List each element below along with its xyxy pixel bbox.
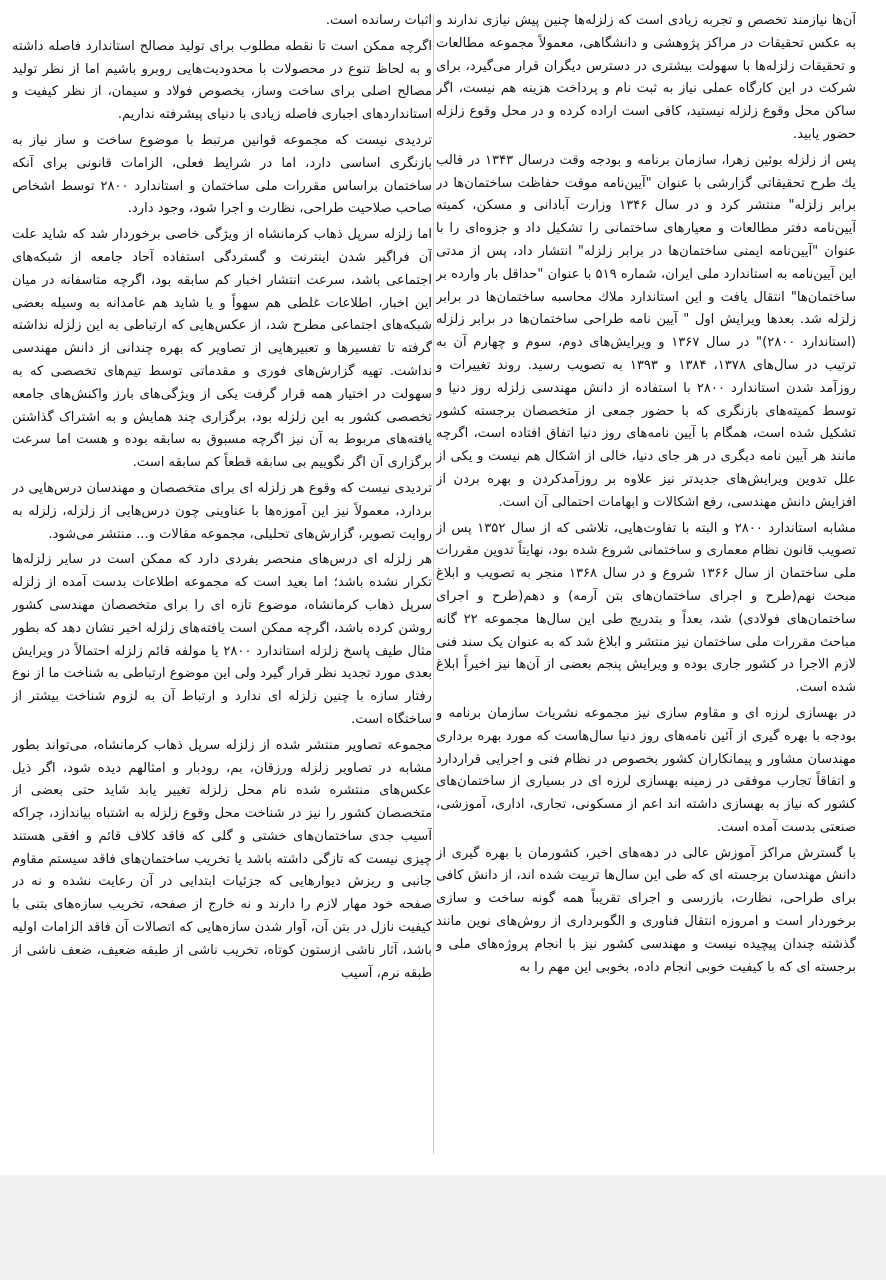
paragraph: تردیدی نیست که مجموعه قوانین مرتبط با موضوع ساخت و ساز نیاز به بازنگری اساسی دارد، اما در شرایط فعلی، الزامات قانونی برای آنکه ساختمان براساس مقررات ملی ساختمان و استاندارد ۲۸۰۰ توسط اشخاص صاحب صلاحیت طراحی، نظارت و اجرا شود، وجود دارد. (12, 132, 432, 217)
paragraph: اگرچه ممکن است تا نقطه مطلوب برای تولید مصالح استاندارد فاصله داشته و به لحاظ تنوع در محصولات با محدودیت‌هایی روبرو باشیم اما از نظر تولید مصالح اصلی برای ساخت وساز، بخصوص فولاد و سیمان، از نظر کیفیت و استانداردهای اجباری فاصله زیادی با دنیای پیشرفته نداریم. (12, 38, 432, 123)
page-bottom-margin (0, 1175, 886, 1280)
paragraph: پس از زلزله بوئین زهرا، سازمان برنامه و بودجه وقت درسال ۱۳۴۳ در قالب یك طرح تحقیقاتی گزارشی با عنوان "آیین‌نامه موقت حفاظت ساختمان‌ها در برابر زلزله" منتشر کرد و در سال ۱۳۴۶ وزارت آبادانی و مسکن، کمیته آیین‌نامه دفتر مطالعات و معیارهای ساختمانی را تشکیل داد و جزوه‌ای را با عنوان "آیین‌نامه ایمنی ساختمان‌ها در برابر زلزله" انتشار داد، پس از مدتی این آیین‌نامه به استاندارد ملی ایران، شماره ۵۱۹ با عنوان "حداقل بار وارده بر ساختمان‌ها" انتقال یافت و این استاندارد ملاك محاسبه ساختمان‌ها در برابر زلزله شد. بعدها ویرایش اول " آیین نامه طراحی ساختمان‌ها در برابر زلزله (استاندارد ۲۸۰۰)" در سال ۱۳۶۷ و ویرایش‌های دوم، سوم و چهارم آن به ترتیب در سال‌های ۱۳۷۸، ۱۳۸۴ و ۱۳۹۳ به تصویب رسید. روند تغییرات و روزآمد شدن استاندارد ۲۸۰۰ با استفاده از دانش مهندسی زلزله روز دنیا و توسط کمیته‌های بازنگری که با حضور جمعی از متخصصان برجسته کشور تشکیل شده است، همگام با آیین نامه‌های روز دنیا اتفاق افتاده است، اگرچه مانند هر آیین نامه دیگری در هر جای دنیا، خالی از اشکال هم نیست و یکی از علل تدوین ویرایش‌های جدیدتر نیز علاوه بر روزآمدکردن و بهره بردن از افزایش دانش مهندسی، رفع اشکالات و ابهامات احتمالی آن است. (436, 152, 856, 510)
column-divider (433, 14, 434, 1154)
paragraph: آن‌ها نیازمند تخصص و تجربه زیادی است که زلزله‌ها چنین پیش نیازی ندارند و به عکس تحقیقات در مراکز پژوهشی و دانشگاهی، معمولاً مجموعه مطالعات و تحقیقات زلزله‌ها با سهولت بیشتری در دسترس دیگران قرار می‌گیرد، برای شرکت در این کارگاه عملی نیاز به ثبت نام و پرداخت هزینه هم نیست، اگر ساکن محل وقوع زلزله نیستید، کافی است اراده کرده و در محل وقوع زلزله حضور یابید. (436, 13, 856, 142)
paragraph: اثبات رسانده است. (325, 13, 432, 28)
paragraph: با گسترش مراکز آموزش عالی در دهه‌های اخیر، کشورمان با بهره گیری از دانش مهندسان برجسته ای که طی این سال‌ها تربیت شده اند، از دانش کافی برای طراحی، نظارت، بازرسی و اجرای تقریباً همه گونه ساخت و سازی برخوردار است و امروزه انتقال فناوری و الگوبرداری از روش‌های نوین مانند گذشته چندان پیچیده نیست و مهندسی کشور نیز با انجام پروژه‌های ملی و برجسته ای که با کیفیت خوبی انجام داده، بخوبی این مهم را به (436, 845, 856, 975)
paragraph: هر زلزله ای درس‌های منحصر بفردی دارد که ممکن است در سایر زلزله‌ها تکرار نشده باشد؛ اما بعید است که مجموعه اطلاعات بدست آمده از زلزله سرپل ذهاب کرمانشاه، موضوع تازه ای را برای متخصصان مهندسی کشور روشن کرده باشد، اگرچه ممکن است یافته‌های زلزله اخیر نشان دهد که بطور مثال طیف پاسخ زلزله استاندارد ۲۸۰۰ یا مولفه قائم زلزله احتمالاً در ویرایش بعدی مورد تجدید نظر قرار گیرد ولی این موضوع ارتباطی به شناخت ما از نوع رفتار سازه با چنین زلزله ای ندارد و ارتباط آن به لزوم شناخت بیشتر از ساختگاه است. (12, 552, 432, 727)
paragraph: مجموعه تصاویر منتشر شده از زلزله سرپل ذهاب کرمانشاه، می‌تواند بطور مشابه در تصاویر زلزله ورزقان، بم، رودبار و امثالهم دیده شود، اگر ذیل عکس‌های منتشره شده نام محل زلزله تغییر یابد شاید حتی بعضی از متخصصان کشور را نیز در شناخت محل وقوع زلزله به اشتباه بیاندازد، چراکه آسیب جدی ساختمان‌های خشتی و گلی که فاقد کلاف قائم و افقی هستند چیزی نیست که تازگی داشته باشد یا تخریب ساختمان‌های فاقد سیستم مقاوم جانبی و ریزش دیوارهایی که جزئیات ابتدایی در آن رعایت نشده و نه در صفحه خود مهار لازم را دارند و نه خارج از صفحه، تخریب سازه‌های بتنی با کیفیت نازل در بتن آن، آوار شدن سازه‌هایی که اتصالات آن فاقد الزامات اولیه باشد، آثار ناشی ازستون کوتاه، تخریب ناشی از طبقه ضعیف، ضعف ناشی از طبقه نرم، آسیب (12, 737, 432, 981)
article-column-right (436, 10, 856, 1162)
paragraph: تردیدی نیست که وقوع هر زلزله ای برای متخصصان و مهندسان درس‌هایی در بردارد، معمولاً نیز این آموزه‌ها با عناوینی چون درس‌هایی از زلزله، زلزله به روایت تصویر، گزارش‌های تحلیلی، مجموعه مقالات و... منتشر می‌شود. (12, 480, 432, 542)
article-column-left (12, 10, 432, 1168)
paragraph: مشابه استاندارد ۲۸۰۰ و البته با تفاوت‌هایی، تلاشی که از سال ۱۳۵۲ پس از تصویب قانون نظام معماری و ساختمانی شروع شده بود، نهایتاً تدوین مقررات ملی ساختمان از سال ۱۳۶۶ شروع و در سال ۱۳۶۸ منجر به تصویب و ابلاغ مبحث نهم(طرح و اجرای ساختمان‌های بتن آرمه) و دهم(طرح و اجرای ساختمان‌های فولادی) شد، بعداً و بتدریج طی این سال‌ها مجموعه ۲۲ گانه مباحث مقررات ملی ساختمان نیز منتشر و ابلاغ شد که به عنوان یک سند فنی لازم الاجرا در کشور جاری بوده و ویرایش پنجم بعضی از آن‌ها نیز اخیراً ابلاغ شده است. (436, 520, 856, 696)
paragraph: اما زلزله سرپل ذهاب کرمانشاه از ویژگی خاصی برخوردار شد که شاید علت آن فراگیر شدن اینترنت و گستردگی استفاده آحاد جامعه از شبکه‌های اجتماعی باشد، سرعت انتشار اخبار کم سابقه بود، اگرچه متاسفانه در میان این اخبار، اطلاعات غلطی هم سهواً و یا شاید هم عامدانه به وسیله بعضی شبکه‌های اجتماعی مطرح شد، از عکس‌هایی که ارتباطی به این زلزله نداشته گرفته تا تفسیرها و تعبیرهایی از تصاویر که بهره چندانی از دانش مهندسی نداشت. تهیه گزارش‌های فوری و مقدماتی توسط تیم‌های تخصصی که به سهولت در اختیار همه قرار گرفت یکی از ویژگی‌های بارز واکنش‌های جامعه تخصصی کشور به این زلزله بود، برگزاری چند همایش و به اشتراک گذاشتن یافته‌های مربوط به آن نیز اگرچه مسبوق به سابقه بوده و هست اما سرعت برگزاری آن اگر نگوییم بی سابقه قطعاً کم سابقه است. (12, 227, 432, 471)
paragraph: در بهسازی لرزه ای و مقاوم سازی نیز مجموعه نشریات سازمان برنامه و بودجه با بهره گیری از آئین نامه‌های روز دنیا سال‌هاست که مورد بهره برداری مهندسان مشاور و پیمانکاران کشور بخصوص در نظام فنی و اجرایی قراردارد و اتفاقاً تجارب موفقی در زمینه بهسازی لرزه ای در بسیاری از ساختمان‌های کشور که نیاز به بهسازی داشته اند اعم از مسکونی، تجاری، اداری، آموزشی، صنعتی بدست آمده است. (436, 705, 856, 835)
